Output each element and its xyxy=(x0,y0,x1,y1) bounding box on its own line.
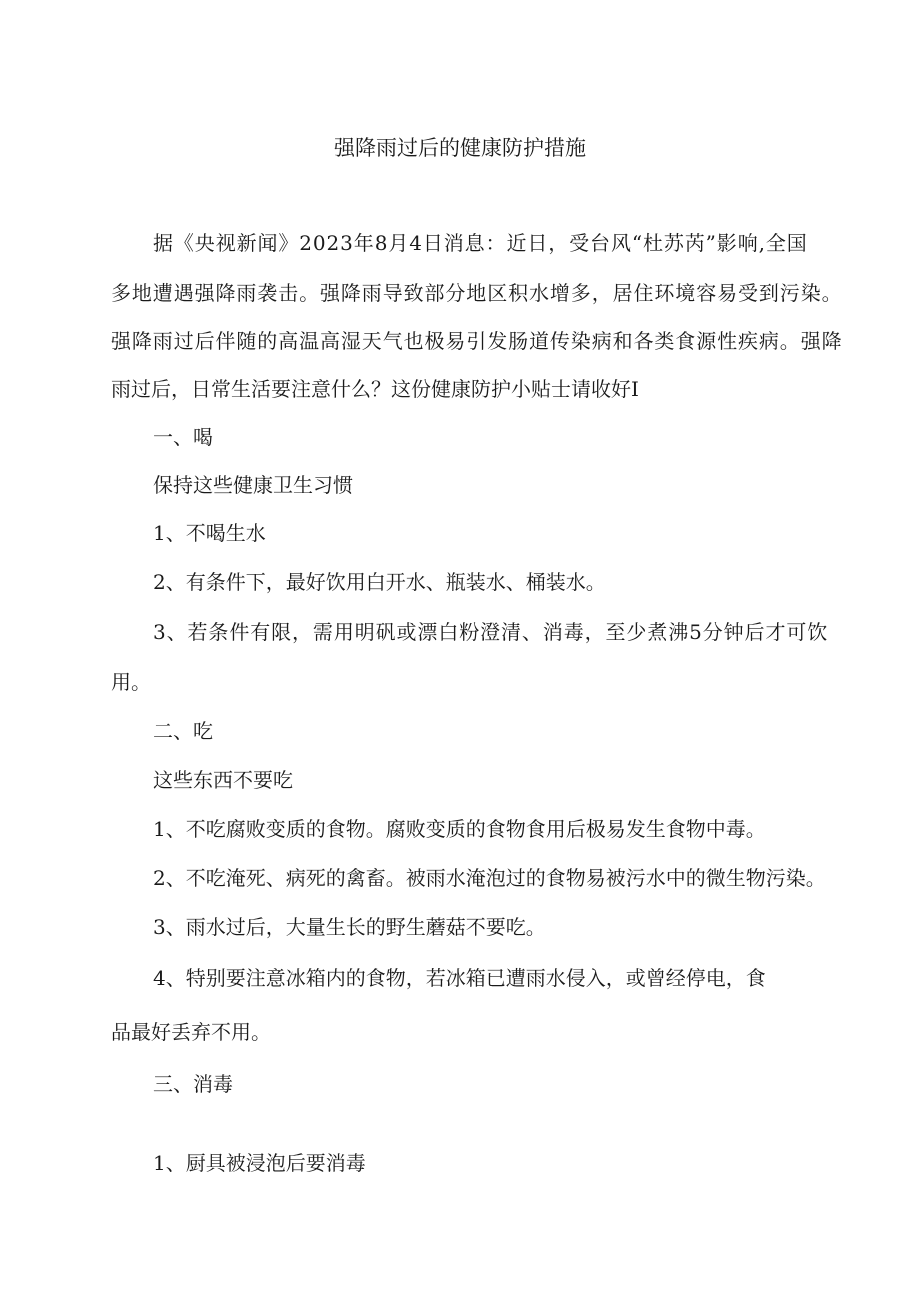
drink-item-3-line-1: 3、若条件有限，需用明矾或漂白粉澄清、消毒，至少煮沸5分钟后才可饮 xyxy=(153,620,829,644)
section-heading-eat: 二、吃 xyxy=(153,719,213,743)
intro-line-2: 多地遭遇强降雨袭击。强降雨导致部分地区积水增多，居住环境容易受到污染。 xyxy=(111,281,843,305)
eat-item-4-line-1: 4、特别要注意冰箱内的食物，若冰箱已遭雨水侵入，或曾经停电，食 xyxy=(153,966,766,990)
eat-item-3: 3、雨水过后，大量生长的野生蘑菇不要吃。 xyxy=(153,915,546,939)
drink-item-2: 2、有条件下，最好饮用白开水、瓶装水、桶装水。 xyxy=(153,570,606,594)
intro-line-1: 据《央视新闻》2023年8月4日消息：近日，受台风“杜苏芮”影响,全国 xyxy=(153,231,808,255)
section-subheading-drink: 保持这些健康卫生习惯 xyxy=(153,473,353,497)
section-heading-disinfect: 三、消毒 xyxy=(153,1072,233,1096)
document-title: 强降雨过后的健康防护措施 xyxy=(334,136,586,160)
section-heading-drink: 一、喝 xyxy=(153,425,213,449)
intro-line-4: 雨过后，日常生活要注意什么？这份健康防护小贴士请收好I xyxy=(111,377,639,401)
drink-item-1: 1、不喝生水 xyxy=(153,521,266,545)
disinfect-item-1: 1、厨具被浸泡后要消毒 xyxy=(153,1151,366,1175)
section-subheading-eat: 这些东西不要吃 xyxy=(153,768,293,792)
eat-item-1: 1、不吃腐败变质的食物。腐败变质的食物食用后极易发生食物中毒。 xyxy=(153,817,766,841)
intro-line-3: 强降雨过后伴随的高温高湿天气也极易引发肠道传染病和各类食源性疾病。强降 xyxy=(111,329,843,353)
eat-item-2: 2、不吃淹死、病死的禽畜。被雨水淹泡过的食物易被污水中的微生物污染。 xyxy=(153,866,826,890)
drink-item-3-line-2: 用。 xyxy=(111,670,151,694)
eat-item-4-line-2: 品最好丢弃不用。 xyxy=(111,1020,271,1044)
